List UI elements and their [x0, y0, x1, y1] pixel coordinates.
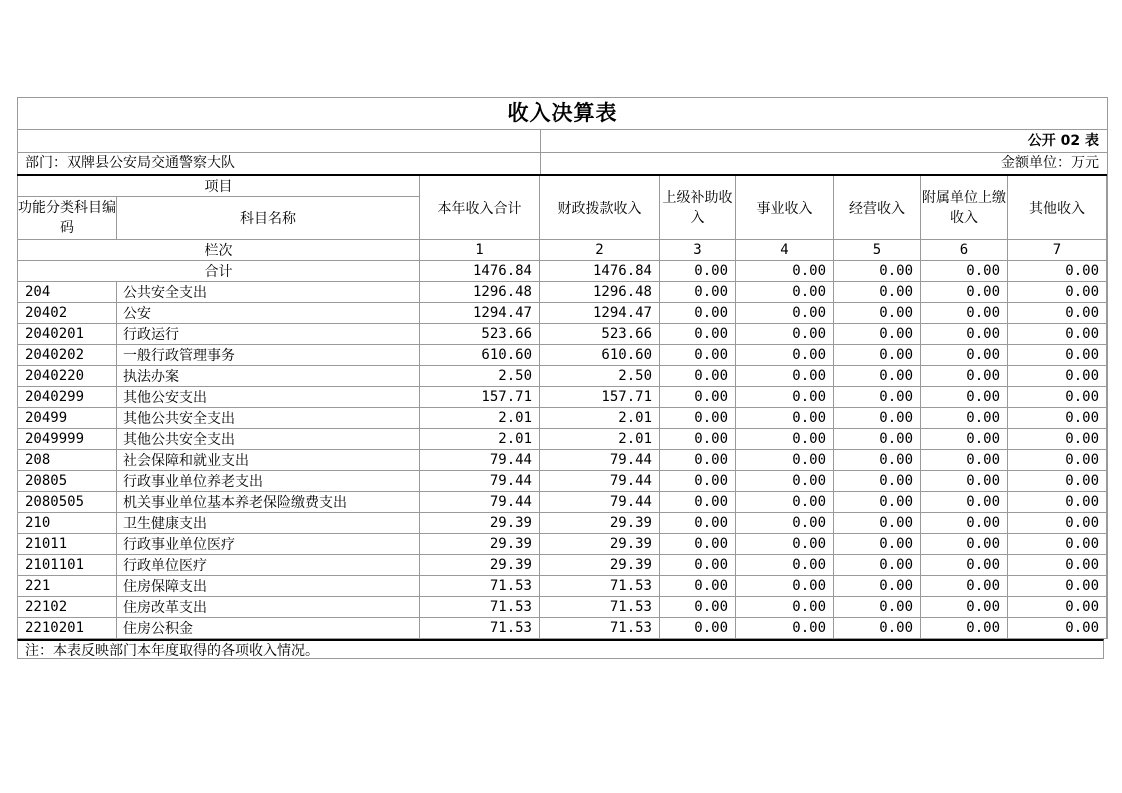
amount-cell: 0.00 — [921, 513, 1008, 534]
func-code-cell: 2049999 — [18, 429, 117, 450]
subject-name-cell: 住房保障支出 — [117, 576, 420, 597]
amount-cell: 157.71 — [540, 387, 660, 408]
superior-subsidy-header: 上级补助收入 — [660, 175, 736, 240]
table-code: 公开 02 表 — [1027, 133, 1099, 149]
amount-cell: 0.00 — [660, 513, 736, 534]
amount-cell: 0.00 — [834, 366, 921, 387]
amount-cell: 0.00 — [736, 387, 834, 408]
amount-cell: 71.53 — [540, 618, 660, 639]
column-number: 1 — [420, 240, 540, 261]
func-code-cell: 20402 — [18, 303, 117, 324]
amount-cell: 0.00 — [736, 366, 834, 387]
column-number-row — [18, 240, 1107, 261]
amount-cell: 0.00 — [1008, 450, 1107, 471]
subject-name-header: 科目名称 — [117, 197, 420, 240]
table-row — [18, 345, 1107, 366]
amount-cell: 0.00 — [660, 471, 736, 492]
func-code-cell: 2040220 — [18, 366, 117, 387]
amount-cell: 0.00 — [736, 597, 834, 618]
amount-cell: 1296.48 — [420, 282, 540, 303]
table-row — [18, 282, 1107, 303]
amount-cell: 29.39 — [420, 513, 540, 534]
amount-cell: 0.00 — [1008, 366, 1107, 387]
amount-cell: 0.00 — [921, 324, 1008, 345]
amount-cell: 0.00 — [660, 555, 736, 576]
amount-cell: 0.00 — [660, 576, 736, 597]
amount-cell: 0.00 — [921, 492, 1008, 513]
amount-cell: 0.00 — [921, 534, 1008, 555]
subject-name-cell: 公安 — [117, 303, 420, 324]
table-row — [18, 555, 1107, 576]
table-row — [18, 513, 1107, 534]
amount-cell: 0.00 — [736, 534, 834, 555]
amount-cell: 0.00 — [736, 282, 834, 303]
affiliated-income-header: 附属单位上缴收入 — [921, 175, 1008, 240]
amount-cell: 0.00 — [834, 534, 921, 555]
department-label: 部门：双牌县公安局交通警察大队 — [25, 155, 235, 171]
table-row — [18, 471, 1107, 492]
amount-cell: 0.00 — [736, 450, 834, 471]
total-label: 合计 — [18, 261, 420, 282]
subject-name-cell: 机关事业单位基本养老保险缴费支出 — [117, 492, 420, 513]
footnote: 注：本表反映部门本年度取得的各项收入情况。 — [17, 639, 1104, 659]
amount-cell: 0.00 — [834, 345, 921, 366]
total-value: 1476.84 — [420, 261, 540, 282]
amount-cell: 0.00 — [834, 429, 921, 450]
table-code-row — [18, 130, 1107, 153]
amount-cell: 1296.48 — [540, 282, 660, 303]
amount-cell: 0.00 — [921, 408, 1008, 429]
amount-cell: 0.00 — [1008, 303, 1107, 324]
total-value: 0.00 — [660, 261, 736, 282]
table-row — [18, 303, 1107, 324]
operating-income-header: 经营收入 — [834, 175, 921, 240]
amount-cell: 0.00 — [834, 471, 921, 492]
amount-cell: 0.00 — [1008, 555, 1107, 576]
amount-cell: 0.00 — [834, 324, 921, 345]
amount-cell: 0.00 — [1008, 408, 1107, 429]
table-row — [18, 324, 1107, 345]
column-number: 5 — [834, 240, 921, 261]
amount-cell: 29.39 — [420, 534, 540, 555]
amount-cell: 0.00 — [834, 576, 921, 597]
amount-cell: 0.00 — [660, 429, 736, 450]
amount-cell: 0.00 — [834, 387, 921, 408]
income-table — [17, 174, 1107, 639]
amount-cell: 2.50 — [420, 366, 540, 387]
amount-cell: 0.00 — [921, 366, 1008, 387]
column-number: 3 — [660, 240, 736, 261]
amount-cell: 79.44 — [540, 492, 660, 513]
amount-cell: 71.53 — [540, 597, 660, 618]
amount-cell: 0.00 — [660, 324, 736, 345]
subject-name-cell: 一般行政管理事务 — [117, 345, 420, 366]
amount-cell: 0.00 — [921, 471, 1008, 492]
amount-cell: 0.00 — [660, 408, 736, 429]
amount-cell: 0.00 — [660, 492, 736, 513]
amount-cell: 0.00 — [834, 618, 921, 639]
amount-cell: 0.00 — [736, 408, 834, 429]
subject-name-cell: 住房改革支出 — [117, 597, 420, 618]
amount-cell: 79.44 — [540, 450, 660, 471]
column-number: 2 — [540, 240, 660, 261]
subject-name-cell: 其他公共安全支出 — [117, 429, 420, 450]
table-row — [18, 492, 1107, 513]
amount-cell: 0.00 — [736, 471, 834, 492]
amount-cell: 0.00 — [834, 513, 921, 534]
row-divider — [540, 130, 541, 152]
column-number: 7 — [1008, 240, 1107, 261]
subject-name-cell: 执法办案 — [117, 366, 420, 387]
amount-cell: 610.60 — [540, 345, 660, 366]
amount-cell: 0.00 — [660, 282, 736, 303]
table-row — [18, 576, 1107, 597]
amount-cell: 0.00 — [660, 387, 736, 408]
amount-cell: 0.00 — [736, 345, 834, 366]
func-code-cell: 2040299 — [18, 387, 117, 408]
func-code-cell: 2210201 — [18, 618, 117, 639]
total-value: 0.00 — [921, 261, 1008, 282]
other-income-header: 其他收入 — [1008, 175, 1107, 240]
func-code-header: 功能分类科目编码 — [18, 197, 117, 240]
business-income-header: 事业收入 — [736, 175, 834, 240]
table-row — [18, 408, 1107, 429]
amount-cell: 0.00 — [1008, 387, 1107, 408]
amount-cell: 0.00 — [1008, 282, 1107, 303]
amount-cell: 0.00 — [1008, 471, 1107, 492]
amount-cell: 0.00 — [921, 555, 1008, 576]
amount-cell: 0.00 — [1008, 534, 1107, 555]
amount-cell: 29.39 — [540, 555, 660, 576]
total-value: 0.00 — [736, 261, 834, 282]
subject-name-cell: 行政事业单位养老支出 — [117, 471, 420, 492]
subject-name-cell: 其他公安支出 — [117, 387, 420, 408]
amount-cell: 79.44 — [420, 471, 540, 492]
page-title: 收入决算表 — [18, 98, 1107, 130]
amount-cell: 0.00 — [660, 345, 736, 366]
amount-cell: 71.53 — [420, 618, 540, 639]
column-number-label: 栏次 — [18, 240, 420, 261]
func-code-cell: 2080505 — [18, 492, 117, 513]
amount-cell: 0.00 — [736, 555, 834, 576]
amount-cell: 0.00 — [921, 303, 1008, 324]
amount-cell: 0.00 — [921, 576, 1008, 597]
amount-cell: 29.39 — [540, 513, 660, 534]
amount-cell: 0.00 — [736, 324, 834, 345]
row-divider — [540, 153, 541, 174]
subject-name-cell: 其他公共安全支出 — [117, 408, 420, 429]
func-code-cell: 2040202 — [18, 345, 117, 366]
total-value: 0.00 — [1008, 261, 1107, 282]
amount-cell: 0.00 — [1008, 513, 1107, 534]
func-code-cell: 22102 — [18, 597, 117, 618]
amount-cell: 0.00 — [834, 282, 921, 303]
amount-cell: 0.00 — [834, 597, 921, 618]
subject-name-cell: 行政单位医疗 — [117, 555, 420, 576]
total-row — [18, 261, 1107, 282]
amount-cell: 0.00 — [1008, 618, 1107, 639]
amount-cell: 1294.47 — [540, 303, 660, 324]
income-statement-sheet — [17, 97, 1108, 639]
amount-cell: 2.01 — [540, 429, 660, 450]
amount-cell: 0.00 — [736, 303, 834, 324]
amount-cell: 0.00 — [660, 450, 736, 471]
total-income-header: 本年收入合计 — [420, 175, 540, 240]
amount-cell: 79.44 — [420, 492, 540, 513]
amount-cell: 0.00 — [921, 429, 1008, 450]
amount-cell: 157.71 — [420, 387, 540, 408]
amount-cell: 29.39 — [420, 555, 540, 576]
amount-cell: 79.44 — [540, 471, 660, 492]
amount-cell: 0.00 — [660, 303, 736, 324]
amount-cell: 79.44 — [420, 450, 540, 471]
amount-cell: 0.00 — [1008, 324, 1107, 345]
table-row — [18, 534, 1107, 555]
func-code-cell: 2101101 — [18, 555, 117, 576]
table-row — [18, 450, 1107, 471]
item-group-header: 项目 — [18, 175, 420, 197]
amount-cell: 0.00 — [660, 366, 736, 387]
table-row — [18, 366, 1107, 387]
amount-cell: 610.60 — [420, 345, 540, 366]
table-row — [18, 597, 1107, 618]
func-code-cell: 210 — [18, 513, 117, 534]
column-number: 6 — [921, 240, 1008, 261]
amount-cell: 0.00 — [660, 534, 736, 555]
table-row — [18, 618, 1107, 639]
amount-cell: 71.53 — [540, 576, 660, 597]
amount-cell: 2.01 — [420, 429, 540, 450]
amount-cell: 0.00 — [921, 597, 1008, 618]
func-code-cell: 20805 — [18, 471, 117, 492]
amount-cell: 71.53 — [420, 597, 540, 618]
subject-name-cell: 行政运行 — [117, 324, 420, 345]
amount-cell: 1294.47 — [420, 303, 540, 324]
func-code-cell: 221 — [18, 576, 117, 597]
table-row — [18, 387, 1107, 408]
amount-cell: 0.00 — [921, 450, 1008, 471]
amount-cell: 0.00 — [834, 555, 921, 576]
amount-cell: 2.50 — [540, 366, 660, 387]
func-code-cell: 2040201 — [18, 324, 117, 345]
amount-cell: 0.00 — [1008, 345, 1107, 366]
column-number: 4 — [736, 240, 834, 261]
amount-cell: 0.00 — [1008, 597, 1107, 618]
amount-cell: 0.00 — [660, 597, 736, 618]
amount-cell: 0.00 — [1008, 576, 1107, 597]
amount-cell: 0.00 — [736, 429, 834, 450]
amount-cell: 71.53 — [420, 576, 540, 597]
amount-cell: 0.00 — [660, 618, 736, 639]
department-row — [18, 153, 1107, 174]
amount-cell: 0.00 — [1008, 492, 1107, 513]
func-code-cell: 204 — [18, 282, 117, 303]
amount-cell: 0.00 — [736, 618, 834, 639]
amount-cell: 2.01 — [420, 408, 540, 429]
amount-cell: 0.00 — [921, 618, 1008, 639]
subject-name-cell: 住房公积金 — [117, 618, 420, 639]
table-row — [18, 429, 1107, 450]
subject-name-cell: 卫生健康支出 — [117, 513, 420, 534]
func-code-cell: 21011 — [18, 534, 117, 555]
amount-cell: 29.39 — [540, 534, 660, 555]
total-value: 0.00 — [834, 261, 921, 282]
func-code-cell: 208 — [18, 450, 117, 471]
amount-cell: 0.00 — [921, 345, 1008, 366]
subject-name-cell: 公共安全支出 — [117, 282, 420, 303]
amount-cell: 0.00 — [736, 576, 834, 597]
func-code-cell: 20499 — [18, 408, 117, 429]
amount-cell: 0.00 — [736, 513, 834, 534]
amount-cell: 0.00 — [834, 303, 921, 324]
amount-cell: 0.00 — [921, 387, 1008, 408]
fiscal-income-header: 财政拨款收入 — [540, 175, 660, 240]
amount-cell: 523.66 — [420, 324, 540, 345]
amount-unit-label: 金额单位：万元 — [1001, 155, 1099, 171]
amount-cell: 0.00 — [1008, 429, 1107, 450]
amount-cell: 0.00 — [921, 282, 1008, 303]
amount-cell: 0.00 — [834, 408, 921, 429]
subject-name-cell: 社会保障和就业支出 — [117, 450, 420, 471]
header-row-1 — [18, 175, 1107, 197]
amount-cell: 0.00 — [736, 492, 834, 513]
amount-cell: 0.00 — [834, 492, 921, 513]
amount-cell: 0.00 — [834, 450, 921, 471]
total-value: 1476.84 — [540, 261, 660, 282]
amount-cell: 2.01 — [540, 408, 660, 429]
amount-cell: 523.66 — [540, 324, 660, 345]
subject-name-cell: 行政事业单位医疗 — [117, 534, 420, 555]
